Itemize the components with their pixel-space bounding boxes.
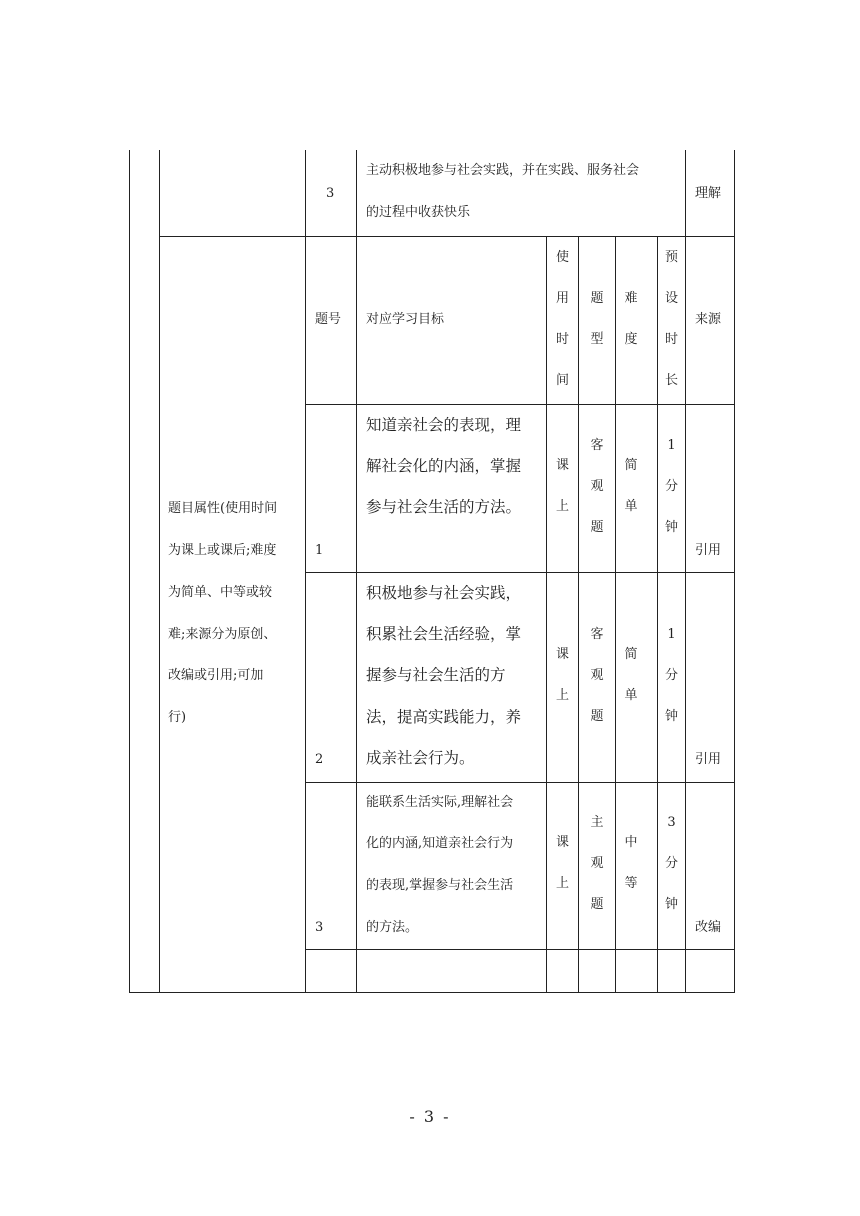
header-difficulty: 难 度	[624, 291, 638, 347]
row-number: 1	[315, 543, 324, 558]
row-difficulty: 简 单	[624, 458, 638, 514]
row-time: 课 上	[555, 458, 569, 514]
prev-row-goal-line: 主动积极地参与社会实践，并在实践、服务社会	[366, 163, 640, 178]
table-border	[129, 150, 130, 993]
header-goal: 对应学习目标	[366, 312, 445, 327]
row-goal-line: 积累社会生活经验，掌	[366, 625, 522, 643]
row-goal-line: 的方法。	[366, 920, 419, 935]
row-goal-line: 握参与社会生活的方	[366, 666, 506, 684]
row-goal-line: 参与社会生活的方法。	[366, 498, 522, 516]
row-type: 主 观 题	[590, 815, 604, 912]
table-border	[305, 572, 735, 573]
row-source: 改编	[695, 920, 722, 935]
row-type: 客 观 题	[590, 627, 604, 724]
header-source: 来源	[695, 312, 722, 327]
row-time: 课 上	[555, 835, 569, 891]
prev-row-goal-line: 的过程中收获快乐	[366, 205, 471, 220]
row-time: 课 上	[555, 647, 569, 703]
row-difficulty: 简 单	[624, 647, 638, 703]
row-goal-line: 知道亲社会的表现，理	[366, 416, 522, 434]
header-type: 题 型	[590, 291, 604, 347]
row-goal-line: 成亲社会行为。	[366, 749, 475, 767]
header-duration: 预 设 时 长	[664, 250, 678, 388]
header-num: 题号	[315, 312, 342, 327]
row-difficulty: 中 等	[624, 835, 638, 891]
table-border	[159, 236, 735, 237]
table-border	[305, 782, 735, 783]
row-goal-line: 的表现,掌握参与社会生活	[366, 878, 514, 893]
row-goal-line: 积极地参与社会实践，	[366, 584, 522, 602]
row-goal-line: 能联系生活实际,理解社会	[366, 795, 514, 810]
attributes-label-line: 行)	[168, 710, 187, 725]
row-goal-line: 法，提高实践能力，养	[366, 708, 522, 726]
row-type: 客 观 题	[590, 438, 604, 535]
row-source: 引用	[695, 752, 722, 767]
row-duration: 1 分 钟	[664, 627, 678, 724]
attributes-label-line: 为课上或课后;难度	[168, 543, 277, 558]
header-time: 使 用 时 间	[555, 250, 569, 388]
row-number: 2	[315, 752, 324, 767]
row-duration: 3 分 钟	[664, 815, 678, 912]
attributes-label-line: 为简单、中等或较	[168, 585, 273, 600]
table-border	[129, 992, 735, 993]
page-number: - 3 -	[409, 1107, 451, 1126]
row-source: 引用	[695, 543, 722, 558]
prev-row-level: 理解	[695, 186, 722, 201]
attributes-label-line: 改编或引用;可加	[168, 668, 264, 683]
row-goal-line: 解社会化的内涵，掌握	[366, 457, 522, 475]
prev-row-number: 3	[326, 186, 335, 201]
row-goal-line: 化的内涵,知道亲社会行为	[366, 836, 514, 851]
table-border	[159, 150, 160, 993]
row-number: 3	[315, 920, 324, 935]
row-duration: 1 分 钟	[664, 438, 678, 535]
attributes-label-line: 题目属性(使用时间	[168, 501, 278, 516]
attributes-label-line: 难;来源分为原创、	[168, 627, 277, 642]
table-border	[305, 949, 735, 950]
